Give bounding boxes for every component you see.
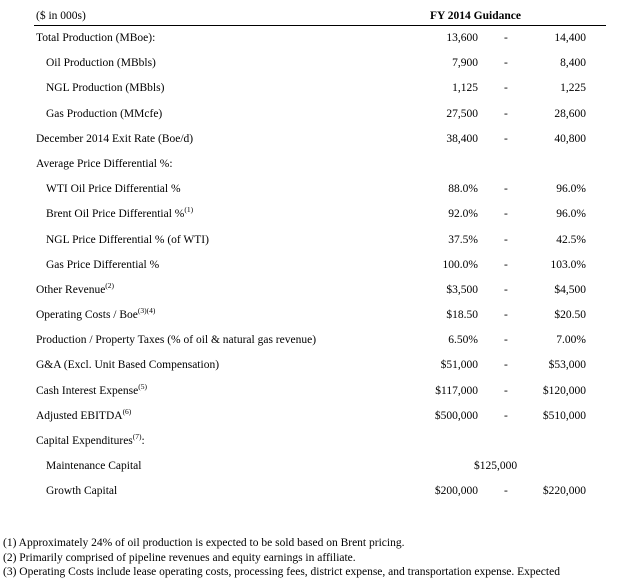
- low-value: 27,500: [446, 107, 478, 120]
- row-label: Brent Oil Price Differential %$^{(1)}$: [46, 205, 194, 221]
- low-value: $500,000: [434, 409, 478, 422]
- table-row: [34, 127, 606, 152]
- high-value: 8,400: [560, 57, 586, 70]
- footnote: (3) Operating Costs include lease operating costs, processing fees, district expense, and transportation expense. Expected: [3, 566, 560, 578]
- range-dash: -: [504, 57, 508, 70]
- range-dash: -: [504, 409, 508, 422]
- table-row: [34, 228, 606, 253]
- row-label: WTI Oil Price Differential %: [46, 183, 181, 196]
- row-label: Adjusted EBITDA$^{(6)}$: [36, 406, 132, 422]
- high-value: 103.0%: [550, 258, 586, 271]
- low-value: 1,125: [452, 82, 478, 95]
- table-row: [34, 26, 606, 51]
- table-row: [34, 379, 606, 404]
- row-label: Average Price Differential %:: [36, 157, 173, 170]
- low-value: 13,600: [446, 32, 478, 44]
- low-value: 100.0%: [442, 258, 478, 271]
- footnote-ref: (7): [132, 432, 142, 441]
- range-dash: -: [504, 309, 508, 322]
- table-row: [34, 303, 606, 328]
- row-label: NGL Production (MBbls): [46, 82, 165, 95]
- footnote-ref: (5): [138, 381, 147, 391]
- range-dash: -: [504, 485, 508, 498]
- high-value: $53,000: [548, 359, 586, 372]
- range-dash: -: [504, 183, 508, 196]
- high-value: 42.5%: [556, 233, 586, 246]
- row-label: Oil Production (MBbls): [46, 57, 156, 70]
- table-row: [34, 278, 606, 303]
- high-value: $20.50: [554, 309, 586, 322]
- high-value: $220,000: [542, 485, 586, 498]
- low-value: $200,000: [434, 485, 478, 498]
- row-label: Total Production (MBoe):: [36, 32, 156, 44]
- high-value: $4,500: [554, 283, 586, 296]
- range-dash: -: [504, 283, 508, 296]
- row-label: G&A (Excl. Unit Based Compensation): [36, 359, 220, 372]
- row-label: NGL Price Differential % (of WTI): [46, 233, 209, 246]
- range-dash: -: [504, 107, 508, 120]
- high-value: 14,400: [554, 32, 586, 44]
- unit-label: ($ in 000s): [36, 10, 86, 22]
- table-row: [34, 51, 606, 76]
- row-label: Production / Property Taxes (% of oil & natural gas revenue): [36, 334, 317, 347]
- single-value: $125,000: [474, 460, 518, 473]
- low-value: 6.50%: [448, 334, 478, 347]
- range-dash: -: [504, 82, 508, 95]
- range-dash: -: [504, 258, 508, 271]
- guidance-table: [34, 8, 606, 505]
- row-label: Cash Interest Expense$^{(5)}$: [36, 381, 147, 397]
- table-row: [34, 479, 606, 504]
- table-row: [34, 353, 606, 378]
- low-value: 38,400: [446, 132, 478, 145]
- footnote-ref: (2): [105, 280, 115, 290]
- high-value: 7.00%: [556, 334, 586, 347]
- range-dash: -: [504, 359, 508, 372]
- range-dash: -: [504, 32, 508, 44]
- low-value: 7,900: [452, 57, 478, 70]
- high-value: 96.0%: [556, 183, 586, 196]
- high-value: $510,000: [542, 409, 586, 422]
- footnote-ref: (1): [184, 205, 194, 215]
- row-label: Operating Costs / Boe$^{(3)(4)}$: [36, 306, 156, 322]
- row-label: Gas Production (MMcfe): [46, 107, 163, 120]
- table-row: [34, 253, 606, 278]
- range-dash: -: [504, 233, 508, 246]
- table-row: [34, 177, 606, 202]
- table-row: [34, 454, 606, 479]
- high-value: 28,600: [554, 107, 586, 120]
- range-dash: -: [504, 384, 508, 397]
- high-value: 96.0%: [556, 208, 586, 221]
- footnote-ref: (3)(4): [137, 306, 156, 316]
- table-row: [34, 202, 606, 227]
- table-row: [34, 429, 606, 454]
- footnote-ref: (6): [122, 406, 132, 416]
- low-value: $18.50: [446, 309, 478, 322]
- table-header: [34, 8, 606, 26]
- high-value: 40,800: [554, 132, 586, 145]
- range-dash: -: [504, 132, 508, 145]
- low-value: 88.0%: [448, 183, 478, 196]
- table-row: [34, 328, 606, 353]
- range-dash: -: [504, 334, 508, 347]
- high-value: 1,225: [560, 82, 586, 95]
- table-row: [34, 404, 606, 429]
- low-value: $3,500: [446, 283, 478, 296]
- range-dash: -: [504, 208, 508, 221]
- row-label: Gas Price Differential %: [46, 258, 160, 271]
- footnote: (2) Primarily comprised of pipeline revenues and equity earnings in affiliate.: [3, 551, 356, 564]
- low-value: 37.5%: [448, 233, 478, 246]
- low-value: 92.0%: [448, 208, 478, 221]
- row-label: Other Revenue$^{(2)}$: [36, 280, 115, 296]
- table-row: [34, 102, 606, 127]
- footnotes: [3, 536, 640, 580]
- high-value: $120,000: [542, 384, 586, 397]
- low-value: $51,000: [440, 359, 478, 372]
- table-row: [34, 76, 606, 101]
- row-label: Growth Capital: [46, 485, 118, 498]
- footnote: (1) Approximately 24% of oil production is expected to be sold based on Brent pricing.: [3, 537, 405, 549]
- row-label: Capital Expenditures$^{(7)}$:: [36, 432, 145, 447]
- row-label: Maintenance Capital: [46, 460, 142, 473]
- low-value: $117,000: [435, 384, 478, 397]
- period-heading: FY 2014 Guidance: [430, 10, 521, 22]
- table-row: [34, 152, 606, 177]
- row-label: December 2014 Exit Rate (Boe/d): [36, 132, 194, 145]
